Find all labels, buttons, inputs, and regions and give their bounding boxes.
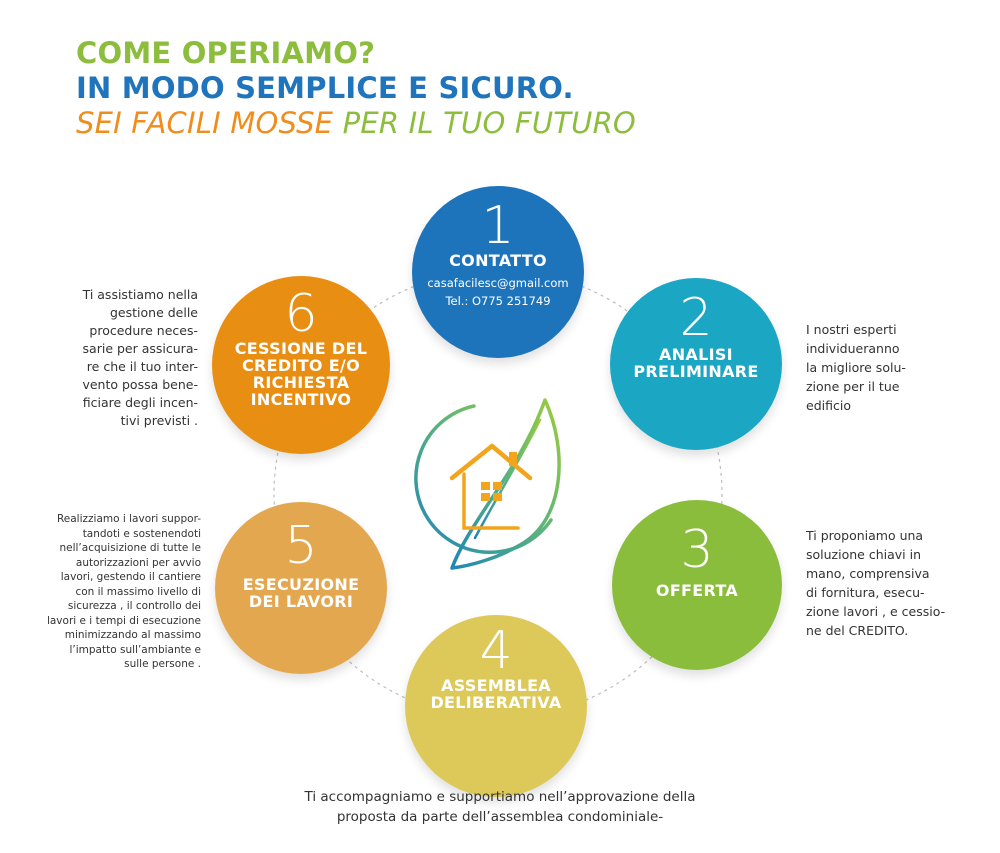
step-1-title: CONTATTO bbox=[449, 251, 547, 270]
step-3-title: OFFERTA bbox=[655, 581, 739, 600]
step-4-title: ASSEMBLEA DELIBERATIVA bbox=[430, 676, 562, 712]
step-4-description: Ti accompagniamo e supportiamo nell’approvazione della proposta da parte dell’assemblea condominiale- bbox=[304, 789, 696, 825]
step-6-number: 6 bbox=[284, 284, 318, 344]
step-1-number: 1 bbox=[481, 196, 515, 256]
headline-line-1: COME OPERIAMO? bbox=[76, 36, 376, 70]
step-5-title: ESECUZIONE DEI LAVORI bbox=[242, 575, 360, 611]
step-2-number: 2 bbox=[679, 288, 713, 348]
step-4-circle bbox=[405, 615, 587, 797]
step-5-circle bbox=[215, 502, 387, 674]
step-1-email[interactable]: casafacilesc@gmail.com bbox=[427, 276, 569, 290]
step-6-title: CESSIONE DEL CREDITO E/O RICHIESTA INCENTIVO bbox=[234, 339, 368, 409]
headline-line-3-green: PER IL TUO FUTURO bbox=[342, 106, 636, 140]
step-2-title: ANALISI PRELIMINARE bbox=[633, 345, 759, 381]
step-4-number: 4 bbox=[479, 621, 513, 681]
step-2-circle bbox=[610, 278, 782, 450]
step-1-circle bbox=[412, 186, 584, 358]
step-3-number: 3 bbox=[680, 520, 714, 580]
step-2-description: I nostri esperti individueranno la migliore solu- zione per il tue edificio bbox=[806, 322, 906, 413]
headline-line-3-orange: SEI FACILI MOSSE bbox=[76, 106, 334, 140]
step-6-circle bbox=[212, 276, 390, 454]
step-5-number: 5 bbox=[284, 516, 318, 576]
house-leaf-icon bbox=[416, 400, 559, 568]
step-5-description: Realizziamo i lavori suppor- tandoti e sostenendoti nell’acquisizione di tutte le autorizzazioni per avvio lavori, gestendo il cantiere con il massimo livello di sicurezza , il controllo dei lavori e i tempi di esecuzione minimizzando al massimo l’impatto sull’ambiante e sulle persone . bbox=[46, 513, 201, 670]
step-3-circle bbox=[612, 500, 782, 670]
step-6-description: Ti assistiamo nella gestione delle procedure neces- sarie per assicura- re che il tuo inter- vento possa bene- ficiare degli incen- tivi previsti . bbox=[82, 287, 198, 428]
headline-line-2: IN MODO SEMPLICE E SICURO. bbox=[76, 71, 574, 105]
step-3-description: Ti proponiamo una soluzione chiavi in mano, comprensiva di fornitura, esecu- zione lavori , e cessio- ne del CREDITO. bbox=[806, 528, 946, 638]
step-1-phone: Tel.: O775 251749 bbox=[445, 294, 551, 308]
